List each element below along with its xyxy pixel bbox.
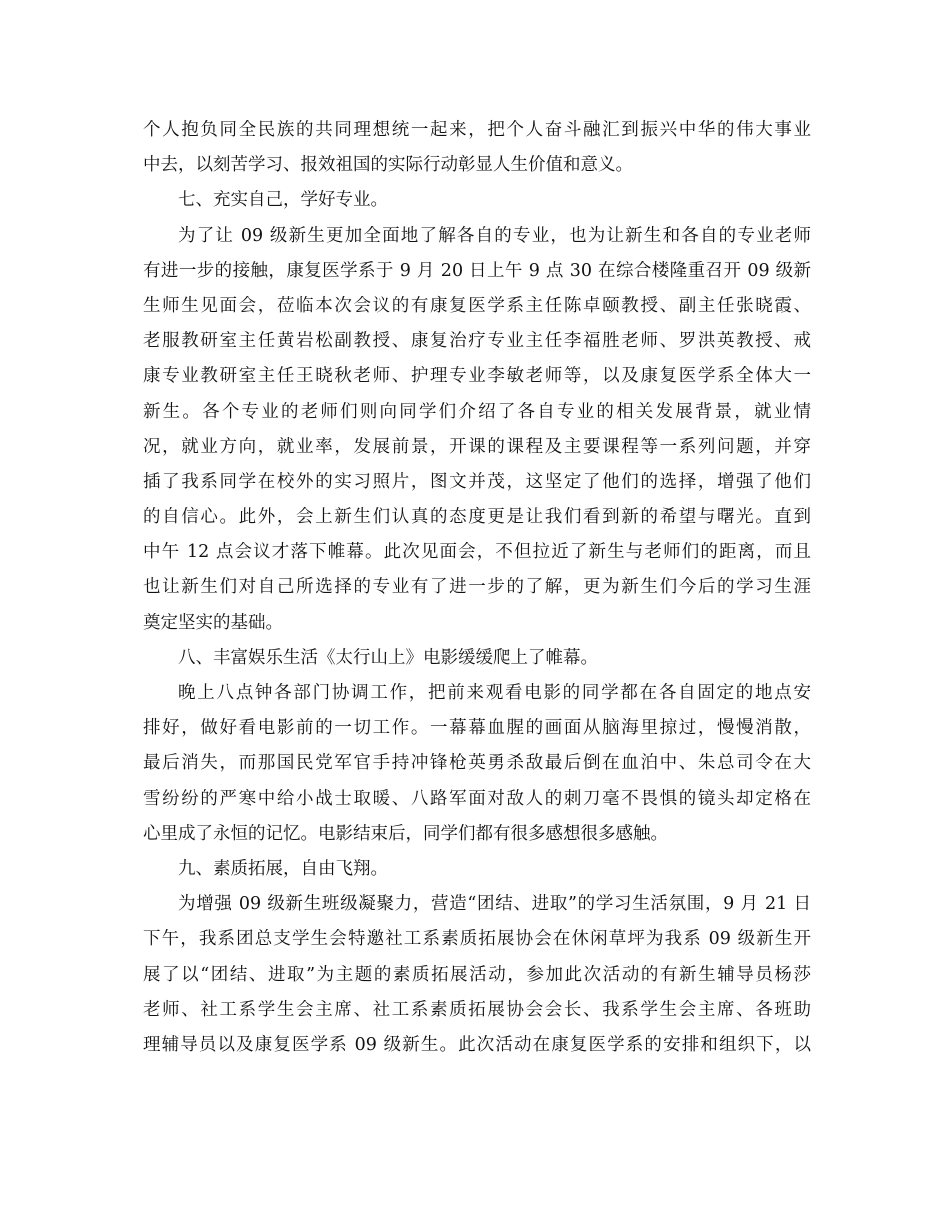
text-line: 八、丰富娱乐生活《太行山上》电影缓缓爬上了帷幕。	[178, 647, 598, 668]
text-line: 下午，我系团总支学生会特邀社工系素质拓展协会在休闲草坪为我系 09 级新生开	[143, 929, 811, 950]
text-line: 老师、社工系学生会主席、社工系素质拓展协会会长、我系学生会主席、各班助	[143, 999, 811, 1020]
text-line: 插了我系同学在校外的实习照片，图文并茂，这坚定了他们的选择，增强了他们	[143, 471, 811, 492]
text-line: 老服教研室主任黄岩松副教授、康复治疗专业主任李福胜老师、罗洪英教授、戒	[143, 331, 811, 352]
text-line: 新生。各个专业的老师们则向同学们介绍了各自专业的相关发展背景，就业情	[143, 401, 811, 422]
text-line: 奠定坚实的基础。	[143, 612, 283, 633]
text-line: 排好，做好看电影前的一切工作。一幕幕血腥的画面从脑海里掠过，慢慢消散，	[143, 718, 811, 739]
text-line: 为了让 09 级新生更加全面地了解各自的专业，也为让新生和各自的专业老师	[178, 225, 811, 246]
text-line: 况，就业方向，就业率，发展前景，开课的课程及主要课程等一系列问题，并穿	[143, 436, 811, 457]
text-line: 晚上八点钟各部门协调工作，把前来观看电影的同学都在各自固定的地点安	[178, 683, 811, 703]
text-line: 九、素质拓展，自由飞翔。	[178, 858, 388, 879]
text-line: 七、充实自己，学好专业。	[178, 190, 388, 211]
text-line: 心里成了永恒的记忆。电影结束后，同学们都有很多感想很多感触。	[143, 823, 668, 844]
text-line: 理辅导员以及康复医学系 09 级新生。此次活动在康复医学系的安排和组织下，以	[143, 1034, 811, 1055]
text-line: 也让新生们对自己所选择的专业有了进一步的了解，更为新生们今后的学习生涯	[143, 577, 811, 598]
text-line: 中午 12 点会议才落下帷幕。此次见面会，不但拉近了新生与老师们的距离，而且	[143, 542, 811, 563]
text-line: 为增强 09 级新生班级凝聚力，营造“团结、进取”的学习生活氛围，9 月 21 日	[178, 894, 811, 915]
text-line: 个人抱负同全民族的共同理想统一起来，把个人奋斗融汇到振兴中华的伟大事业	[143, 120, 811, 140]
text-line: 的自信心。此外，会上新生们认真的态度更是让我们看到新的希望与曙光。直到	[143, 507, 811, 528]
text-line: 中去，以刻苦学习、报效祖国的实际行动彰显人生价值和意义。	[143, 155, 633, 176]
text-line: 展了以“团结、进取”为主题的素质拓展活动，参加此次活动的有新生辅导员杨莎	[143, 964, 811, 985]
document-body	[143, 113, 811, 1063]
text-line: 雪纷纷的严寒中给小战士取暖、八路军面对敌人的刺刀毫不畏惧的镜头却定格在	[143, 788, 811, 809]
text-line: 最后消失，而那国民党军官手持冲锋枪英勇杀敌最后倒在血泊中、朱总司令在大	[143, 753, 811, 774]
text-line: 康专业教研室主任王晓秋老师、护理专业李敏老师等，以及康复医学系全体大一	[143, 366, 811, 387]
text-line: 有进一步的接触，康复医学系于 9 月 20 日上午 9 点 30 在综合楼隆重召开 09 级新	[143, 260, 811, 281]
text-line: 生师生见面会，莅临本次会议的有康复医学系主任陈卓颐教授、副主任张晓霞、	[143, 295, 811, 316]
